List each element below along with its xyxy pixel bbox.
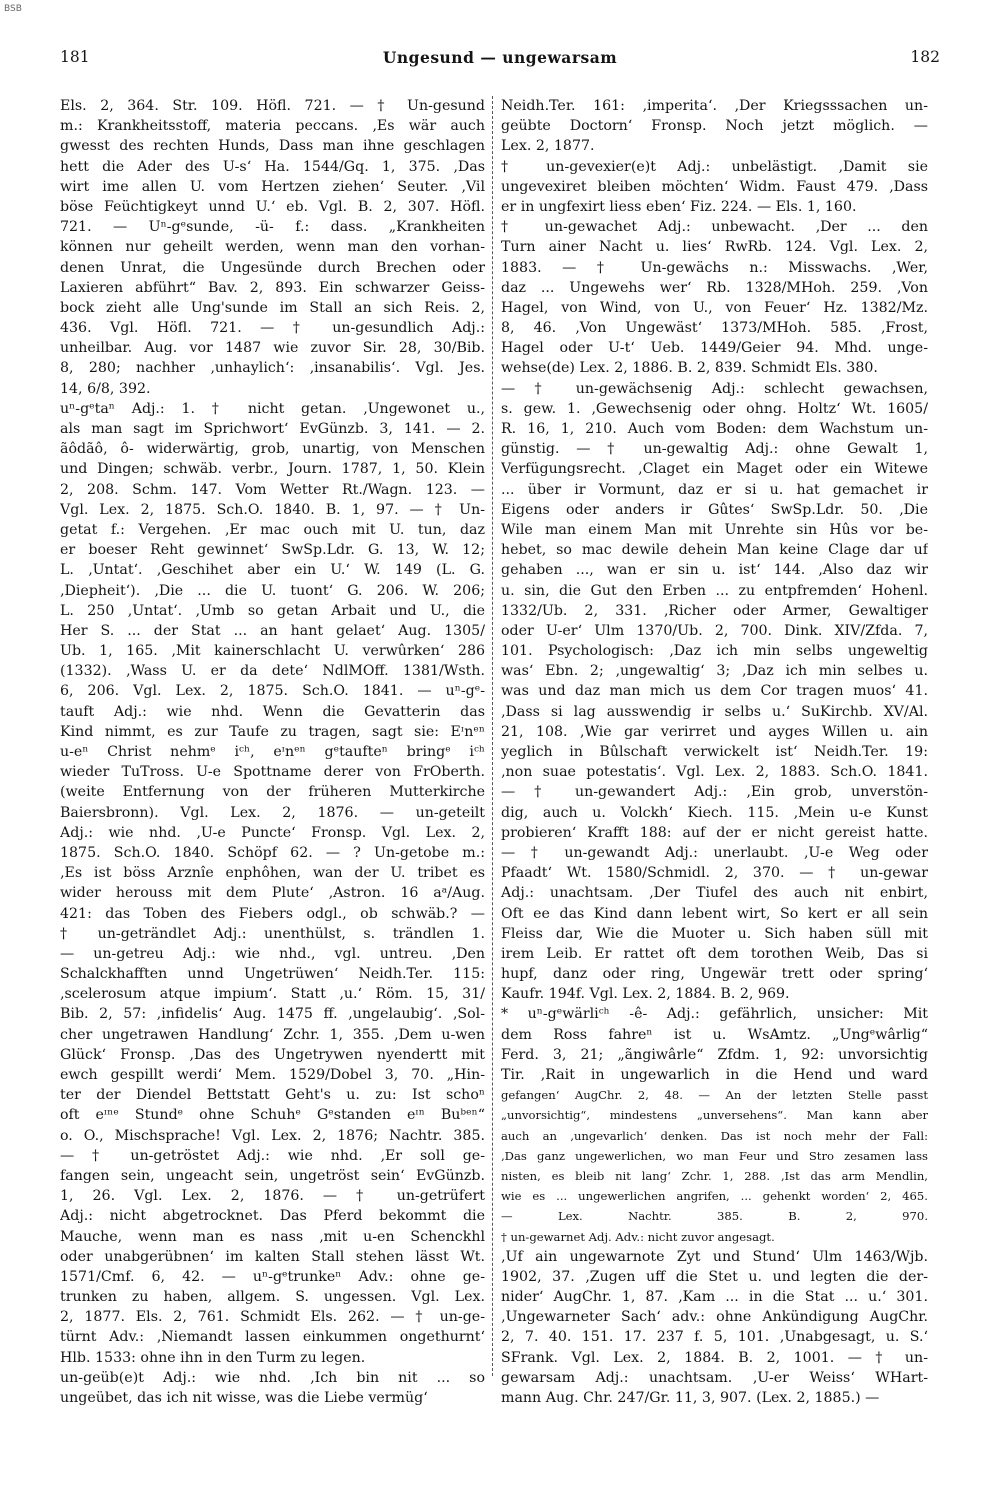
- text-line: bock zieht alle Ung'sunde im Stall an sich Reis. 2,: [60, 299, 485, 316]
- text-line: dig, auch u. Volckh‘ Kiech. 115. ‚Mein u-e Kunst: [501, 804, 928, 821]
- text-line: Hagel, von Wind, von U., von Feuer‘ Hz. 1382/Mz.: [501, 299, 928, 316]
- text-line: nider‘ AugChr. 1, 87. ‚Kam ... in die Stat ... u.‘ 301.: [501, 1289, 928, 1306]
- text-line: 721. — Uⁿ-gᵉsunde, -ü- f.: dass. „Krankheiten: [60, 219, 485, 236]
- text-line: oft eᶦⁿᵉ Stundᵉ ohne Schuhᵉ Gᵉstanden eᶦⁿ Buᵇᵉⁿ“: [60, 1107, 485, 1124]
- text-line: — Lex. Nachtr. 385. B. 2, 970.: [501, 1209, 928, 1224]
- left-column: [60, 96, 485, 1408]
- text-line: was‘ Ebn. 2; ‚ungewaltig‘ 3; ‚Daz ich min selbes u.: [501, 663, 928, 680]
- text-line: hupf, danz oder ring, Ungewär trett oder spring‘: [501, 966, 928, 983]
- text-line: o. O., Mischsprache! Vgl. Lex. 2, 1876; Nachtr. 385.: [60, 1127, 485, 1144]
- text-line: Schalckhafften unnd Ungetrüwen‘ Neidh.Ter. 115:: [60, 966, 485, 983]
- running-title: Ungesund — ungewarsam: [382, 48, 618, 67]
- text-line: † un-geträndlet Adj.: unenthülst, s. trändlen 1.: [60, 925, 485, 942]
- text-line: yeglich in Bûlschaft verwickelt ist‘ Neidh.Ter. 19:: [501, 744, 928, 760]
- text-line: cher ungetrawen Handlung‘ Zchr. 1, 355. ‚Dem u-wen: [60, 1026, 485, 1043]
- text-line: Turn ainer Nacht u. lies‘ RwRb. 124. Vgl. Lex. 2,: [501, 239, 928, 256]
- text-line: getat f.: Vergehen. ‚Er mac ouch mit U. tun, daz: [60, 521, 485, 538]
- text-line: fangen sein, ungeacht sein, ungetröst sein‘ EvGünzb.: [60, 1167, 485, 1184]
- text-line: Ub. 1, 165. ‚Mit kainerschlacht U. verwûrken‘ 286: [60, 643, 485, 660]
- text-line: s. gew. 1. ‚Gewechsenig oder ohng. Holtz‘ Wt. 1605/: [501, 400, 928, 417]
- text-line: Hlb. 1533: ohne ihn in den Turm zu legen.: [60, 1349, 366, 1366]
- text-line: gefangen‘ AugChr. 2, 48. — An der letzten Stelle passt: [501, 1088, 928, 1103]
- text-line: — † un-gewandert Adj.: ‚Ein grob, unverstön-: [501, 784, 928, 801]
- text-line: 8, 46. ‚Von Ungewäst‘ 1373/MHoh. 585. ‚Frost,: [501, 320, 928, 337]
- text-line: türnt Adv.: ‚Niemandt lassen einkummen ongethurnt‘: [60, 1329, 485, 1346]
- column-divider: [492, 96, 493, 1376]
- text-line: wie es ... ungewerlichen angrifen, ... gehenkt worden‘ 2, 465.: [501, 1189, 928, 1204]
- text-line: — † un-gewandt Adj.: unerlaubt. ‚U-e Weg oder: [501, 844, 928, 861]
- text-line: er in ungfexirt liess eben‘ Fiz. 224. — Els. 1, 160.: [501, 198, 857, 215]
- text-line: 2, 1877. Els. 2, 761. Schmidt Els. 262. — † un-ge-: [60, 1309, 485, 1326]
- text-line: er boeser Reht gewinnet‘ SwSp.Ldr. G. 13, W. 12;: [60, 542, 485, 559]
- text-line: un-geüb(e)t Adj.: wie nhd. ‚Ich bin nit ... so: [60, 1369, 485, 1386]
- text-line: ... über ir Vormunt, daz er si u. hat gemachet ir: [501, 481, 928, 498]
- text-line: dem Ross fahreⁿ ist u. WsAmtz. „Ungᵉwârlig“: [501, 1026, 928, 1043]
- text-line: wehse(de) Lex. 2, 1886. B. 2, 839. Schmidt Els. 380.: [501, 360, 878, 377]
- text-line: Wile man einem Man mit Unrehte sin Hûs vor be-: [501, 521, 928, 538]
- text-line: * uⁿ-gᵉwärliᶜʰ -ê- Adj.: gefährlich, unsicher: Mit: [501, 1006, 928, 1023]
- text-line: Adj.: nicht abgetrocknet. Das Pferd bekommt die: [60, 1208, 485, 1225]
- text-line: 21, 108. ‚Wie gar verirret und ayges Willen u. ain: [501, 723, 928, 740]
- text-line: SFrank. Vgl. Lex. 2, 1884. B. 2, 1001. — † un-: [501, 1349, 928, 1366]
- text-line: irem Leib. Er rattet oft dem torothen Weib, Das si: [501, 945, 928, 962]
- text-line: tauft Adj.: wie nhd. Wenn die Gevatterin das: [60, 703, 485, 720]
- text-line: Eigens oder anders ir Gûtes‘ SwSp.Ldr. 50. ‚Die: [501, 501, 928, 518]
- text-line: — un-getreu Adj.: wie nhd., vgl. untreu. ‚Den: [60, 945, 485, 962]
- text-line: 2, 208. Schm. 147. Vom Wetter Rt./Wagn. 123. —: [60, 481, 485, 498]
- text-line: † un-gewachet Adj.: unbewacht. ‚Der ... den: [501, 219, 928, 236]
- text-line: u-eⁿ Christ nehmᵉ iᶜʰ, eᶦnᵉⁿ gᵉtaufteⁿ bringᵉ iᶜʰ: [60, 744, 485, 760]
- text-line: Ferd. 3, 21; „ãngiwârle“ Zfdm. 1, 92: unvorsichtig: [501, 1046, 928, 1063]
- text-line: Kind nimmt, es zur Taufe zu tragen, sagt sie: Eᶦnᵉⁿ: [60, 723, 485, 740]
- text-line: hett die Ader des U-s‘ Ha. 1544/Gq. 1, 375. ‚Das: [60, 158, 485, 175]
- text-line: hebet, so mac dewile dehein Man keine Clage dar uf: [501, 542, 928, 559]
- text-line: ‚Das ganz ungewerlichen, wo man Feur und Stro zesamen lass: [501, 1148, 928, 1163]
- text-line: Verfügungsrecht. ‚Claget ein Maget oder ein Witewe: [501, 461, 928, 478]
- text-line: 101. Psychologisch: ‚Daz ich min selbs ungeweltig: [501, 643, 928, 660]
- text-line: gewarsam Adj.: unachtsam. ‚U-er Weiss‘ WHart-: [501, 1369, 928, 1386]
- text-line: gehaben ..., wan er sin u. ist‘ 144. ‚Also daz wir: [501, 562, 928, 579]
- text-line: 1875. Sch.O. 1840. Schöpf 62. — ? Un-getobe m.:: [60, 844, 485, 861]
- text-line: und Dingen; schwäb. verbr., Journ. 1787, 1, 50. Klein: [60, 461, 485, 478]
- text-line: L. ‚Untat‘. ‚Geschihet aber ein U.‘ W. 149 (L. G.: [60, 562, 485, 579]
- text-line: ‚Es ist böss Arznîe enphôhen, wan der U. tribet es: [60, 865, 485, 882]
- text-line: böse Feüchtigkeyt unnd U.‘ eb. Vgl. B. 2, 307. Höfl.: [60, 198, 485, 215]
- text-line: wieder TuTross. U-e Spottname derer von FrOberth.: [60, 764, 485, 781]
- text-line: trunken zu haben, allgem. S. ungessen. Vgl. Lex.: [60, 1289, 485, 1306]
- text-line: Fleiss dar, Wie die Muoter u. Sich haben süll mit: [501, 925, 928, 942]
- text-line: 436. Vgl. Höfl. 721. — † un-gesundlich Adj.:: [60, 320, 485, 337]
- text-line: Baiersbronn). Vgl. Lex. 2, 1876. — un-geteilt: [60, 804, 485, 821]
- text-line: ungeübet, das ich nit wisse, was die Liebe vermüg‘: [60, 1390, 428, 1406]
- text-line: (weite Entfernung von der früheren Mutterkirche: [60, 784, 485, 801]
- text-line: 1332/Ub. 2, 331. ‚Richer oder Armer, Gewaltiger: [501, 602, 928, 619]
- text-line: ungevexiret bleiben möchten‘ Widm. Faust 479. ‚Dass: [501, 178, 928, 195]
- text-line: geübte Doctorn‘ Fronsp. Noch jetzt möglich. —: [501, 118, 928, 135]
- text-line: gwesst des rechten Hunds, Dass man ihne geschlagen: [60, 138, 485, 155]
- text-line: 1, 26. Vgl. Lex. 2, 1876. — † un-getrüfert: [60, 1188, 485, 1205]
- text-line: oder U-er‘ Ulm 1370/Ub. 2, 700. Dink. XIV/Zfda. 7,: [501, 622, 928, 639]
- text-line: denen Unrat, die Ungesünde durch Brechen oder: [60, 259, 485, 276]
- text-line: probieren‘ Krafft 188: auf der er nicht gereist hatte.: [501, 824, 928, 841]
- text-line: Hagel oder U-t‘ Ueb. 1449/Geier 94. Mhd. unge-: [501, 340, 928, 357]
- text-line: † un-gevexier(e)t Adj.: unbelästigt. ‚Damit sie: [501, 158, 928, 175]
- text-line: † un-gewarnet Adj. Adv.: nicht zuvor angesagt.: [501, 1229, 775, 1244]
- text-line: günstig. — † un-gewaltig Adj.: ohne Gewalt 1,: [501, 441, 928, 458]
- right-column: [501, 96, 928, 1408]
- text-line: wider herouss mit dem Plute‘ ‚Astron. 16 aᵃ/Aug.: [60, 885, 485, 902]
- text-line: 1883. — † Un-gewächs n.: Misswachs. ‚Wer,: [501, 259, 928, 276]
- left-page-number: 181: [60, 48, 90, 66]
- text-line: Pfaadt‘ Wt. 1580/Schmidl. 2, 370. — † un-gewar: [501, 865, 928, 882]
- text-line: — † un-gewächsenig Adj.: schlecht gewachsen,: [501, 380, 928, 397]
- text-line: m.: Krankheitsstoff, materia peccans. ‚Es wär auch: [60, 118, 485, 135]
- text-line: ‚scelerosum atque impium‘. Statt ‚u.‘ Röm. 15, 31/: [60, 986, 485, 1003]
- text-line: Oft ee das Kind dann lebent wirt, So kert er all sein: [501, 905, 928, 922]
- text-line: daz ... Ungewehs wer‘ Rb. 1328/MHoh. 259. ‚Von: [501, 279, 928, 296]
- text-line: als man sagt im Sprichwort‘ EvGünzb. 3, 141. — 2.: [60, 421, 485, 437]
- text-line: ‚Ungewarneter Sach‘ adv.: ohne Ankündigung AugChr.: [501, 1309, 928, 1326]
- page-header: [60, 48, 940, 78]
- text-line: wirt ime allen U. vom Hertzen ziehen‘ Seuter. ‚Vil: [60, 178, 485, 195]
- text-line: Lex. 2, 1877.: [501, 138, 595, 155]
- text-line: ‚Dass si lag ausswendig ir selbs u.‘ SuKirchb. XV/Al.: [501, 703, 928, 720]
- text-line: nisten, es bleib nit lang‘ Zchr. 1, 288. ‚Ist das arm Mendlin,: [501, 1168, 928, 1183]
- text-line: 6, 206. Vgl. Lex. 2, 1875. Sch.O. 1841. — uⁿ-gᵉ-: [60, 683, 485, 700]
- text-line: oder unabgerübnen‘ im kalten Stall stehen lässt Wt.: [60, 1248, 485, 1265]
- text-line: Adj.: wie nhd. ‚U-e Puncte‘ Fronsp. Vgl. Lex. 2,: [60, 824, 485, 841]
- text-line: — † un-getröstet Adj.: wie nhd. ‚Er soll ge-: [60, 1147, 485, 1164]
- text-line: R. 16, 1, 210. Auch vom Boden: dem Wachstum un-: [501, 421, 928, 437]
- text-line: 8, 280; nachher ‚unhaylich‘: ‚insanabilis‘. Vgl. Jes.: [60, 360, 485, 377]
- text-line: ter der Diendel Bettstatt Geht's u. zu: Ist schoⁿ: [60, 1087, 485, 1104]
- text-line: unheilbar. Aug. vor 1487 wie zuvor Sir. 28, 30/Bib.: [60, 340, 485, 357]
- text-line: Her S. ... der Stat ... an hant gelaet‘ Aug. 1305/: [60, 622, 485, 639]
- text-line: (1332). ‚Wass U. er da dete‘ NdlMOff. 1381/Wsth.: [60, 663, 485, 680]
- right-page-number: 182: [910, 48, 940, 66]
- text-line: können nur geheilt werden, wenn man den vorhan-: [60, 239, 485, 256]
- text-line: Neidh.Ter. 161: ‚imperita‘. ‚Der Kriegsssachen un-: [501, 98, 928, 114]
- text-line: 421: das Toben des Fiebers odgl., ob schwäb.? —: [60, 905, 485, 922]
- text-line: Bib. 2, 57: ‚infidelis‘ Aug. 1475 ff. ‚ungelaubig‘. ‚Sol-: [60, 1006, 485, 1023]
- text-line: 14, 6/8, 392.: [60, 380, 151, 397]
- text-line: u. sin, die Gut den Erben ... zu entpfremden‘ Hohenl.: [501, 582, 928, 599]
- text-line: ‚non suae potestatis‘. Vgl. Lex. 2, 1883. Sch.O. 1841.: [501, 764, 928, 781]
- text-line: Laxieren abführt“ Bav. 2, 893. Ein schwarzer Geiss-: [60, 279, 485, 296]
- text-line: Adj.: unachtsam. ‚Der Tiufel des auch nit enbirt,: [501, 885, 928, 902]
- text-line: 1571/Cmf. 6, 42. — uⁿ-gᵉtrunkeⁿ Adv.: ohne ge-: [60, 1268, 485, 1285]
- text-line: was und daz man mich us dem Cor tragen muos‘ 41.: [501, 683, 928, 700]
- text-line: Mauche, wenn man es nass ‚mit u-en Schenckhl: [60, 1228, 485, 1245]
- library-stamp: BSB: [4, 4, 22, 14]
- text-line: „unvorsichtig“, mindestens „unversehens“. Man kann aber: [501, 1108, 928, 1123]
- text-line: mann Aug. Chr. 247/Gr. 11, 3, 907. (Lex. 2, 1885.) —: [501, 1390, 880, 1406]
- text-line: ãôdãô, ô- widerwärtig, grob, unartig, von Menschen: [60, 441, 485, 458]
- text-line: Glück‘ Fronsp. ‚Das des Ungetrywen nyendertt mit: [60, 1046, 485, 1063]
- text-line: 2, 7. 40. 151. 17. 237 f. 5, 101. ‚Unabgesagt, u. S.‘: [501, 1329, 928, 1346]
- text-line: Els. 2, 364. Str. 109. Höfl. 721. — † Un-gesund: [60, 98, 485, 114]
- text-line: Vgl. Lex. 2, 1875. Sch.O. 1840. B. 1, 97. — † Un-: [60, 501, 485, 518]
- text-line: 1902, 37. ‚Zugen uff die Stet u. und legten die der-: [501, 1268, 928, 1285]
- text-line: ‚Uf ain ungewarnote Zyt und Stund‘ Ulm 1463/Wjb.: [501, 1248, 928, 1265]
- text-line: ewch gespillt werdi‘ Mem. 1529/Dobel 3, 70. „Hin-: [60, 1067, 485, 1083]
- text-line: Tir. ‚Rait in ungewarlich in die Hend und ward: [501, 1067, 928, 1083]
- text-line: auch an ‚ungevarlich‘ denken. Das ist noch mehr der Fall:: [501, 1128, 928, 1143]
- text-line: uⁿ-gᵉtaⁿ Adj.: 1. † nicht getan. ‚Ungewonet u.,: [60, 400, 485, 417]
- text-line: Kaufr. 194f. Vgl. Lex. 2, 1884. B. 2, 969.: [501, 986, 790, 1003]
- text-line: ‚Diepheit‘). ‚Die ... die U. tuont‘ G. 206. W. 206;: [60, 582, 485, 599]
- text-line: L. 250 ‚Untat‘. ‚Umb so getan Arbait und U., die: [60, 602, 485, 619]
